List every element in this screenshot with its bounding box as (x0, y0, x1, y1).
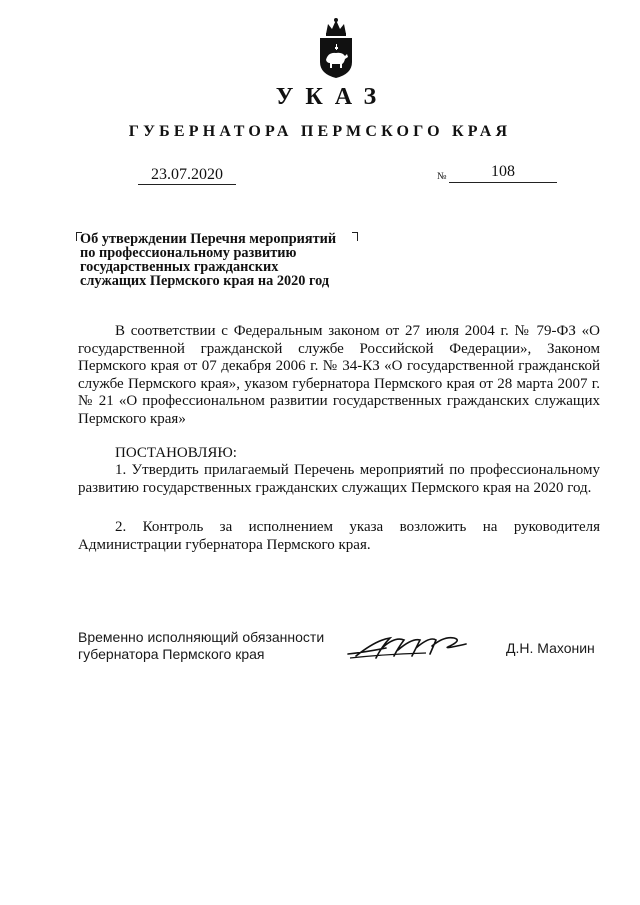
heading-line: по профессиональному развитию (80, 245, 297, 261)
signer-position-line: губернатора Пермского края (78, 646, 265, 662)
heading-line: служащих Пермского края на 2020 год (80, 273, 330, 289)
issuer-subtitle: ГУБЕРНАТОРА ПЕРМСКОГО КРАЯ (128, 123, 512, 140)
number-underline (449, 182, 557, 183)
decree-item-1: 1. Утвердить прилагаемый Перечень мероприятий по профессиональному развитию государственных гражданских служащих Пермского края на 2020 год. (78, 462, 600, 496)
decree-number: 108 (491, 163, 515, 180)
decree-heading (80, 232, 380, 288)
decree-word: ПОСТАНОВЛЯЮ: (115, 445, 237, 461)
handwritten-signature-icon (346, 632, 470, 662)
number-sign: № (437, 171, 447, 182)
coat-of-arms-icon (316, 16, 356, 80)
heading-line: Об утверждении Перечня мероприятий (80, 231, 337, 247)
decree-item-2: 2. Контроль за исполнением указа возложить на руководителя Администрации губернатора Пермского края. (78, 519, 600, 553)
decree-date: 23.07.2020 (138, 166, 236, 185)
signer-position (78, 629, 324, 663)
signer-name: Д.Н. Махонин (506, 640, 595, 656)
document-type-title: УКАЗ (275, 84, 389, 110)
preamble-paragraph: В соответствии с Федеральным законом от 27 июля 2004 г. № 79-ФЗ «О государственной гражданской службе Российской Федерации», Законом Пермского края от 07 декабря 2006 г. № 34-КЗ «О государственной гражданской службе Пермского края», указом губернатора Пермского края от 28 марта 2007 г. № 21 «О профессиональном развитии государственных гражданских служащих Пермского края» (78, 323, 600, 427)
signer-position-line: Временно исполняющий обязанности (78, 629, 325, 645)
decree-number-field (437, 163, 559, 185)
heading-line: государственных гражданских (80, 259, 279, 275)
